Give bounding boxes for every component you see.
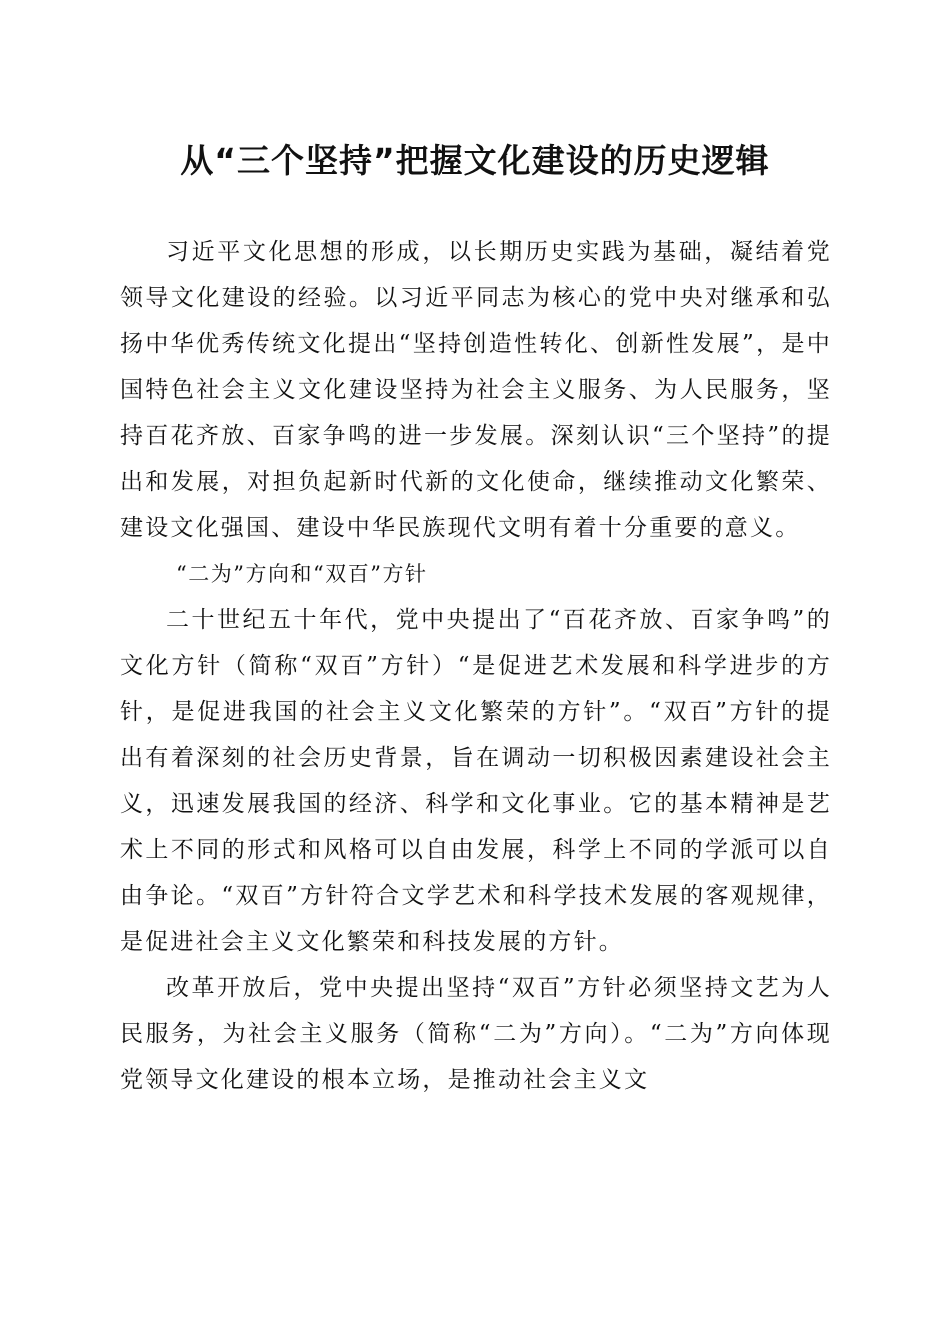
- section-paragraph-2: 改革开放后，党中央提出坚持“双百”方针必须坚持文艺为人民服务，为社会主义服务（简称“二为”方向）。“二为”方向体现党领导文化建设的根本立场，是推动社会主义文: [120, 975, 832, 1093]
- section-paragraph-1: 二十世纪五十年代，党中央提出了“百花齐放、百家争鸣”的文化方针（简称“双百”方针）“是促进艺术发展和科学进步的方针，是促进我国的社会主义文化繁荣的方针”。“双百”方针的提出有着深刻的社会历史背景，旨在调动一切积极因素建设社会主义，迅速发展我国的经济、科学和文化事业。它的基本精神是艺术上不同的形式和风格可以自由发展，科学上不同的学派可以自由争论。“双百”方针符合文学艺术和科学技术发展的客观规律，是促进社会主义文化繁荣和科技发展的方针。: [120, 607, 832, 955]
- intro-paragraph: 习近平文化思想的形成，以长期历史实践为基础，凝结着党领导文化建设的经验。以习近平同志为核心的党中央对继承和弘扬中华优秀传统文化提出“坚持创造性转化、创新性发展”，是中国特色社会主义文化建设坚持为社会主义服务、为人民服务，坚持百花齐放、百家争鸣的进一步发展。深刻认识“三个坚持”的提出和发展，对担负起新时代新的文化使命，继续推动文化繁荣、建设文化强国、建设中华民族现代文明有着十分重要的意义。: [120, 239, 832, 541]
- section-heading: “二为”方向和“双百”方针: [176, 562, 428, 586]
- document-title: 从“三个坚持”把握文化建设的历史逻辑: [180, 141, 770, 180]
- document-body: [120, 229, 832, 1103]
